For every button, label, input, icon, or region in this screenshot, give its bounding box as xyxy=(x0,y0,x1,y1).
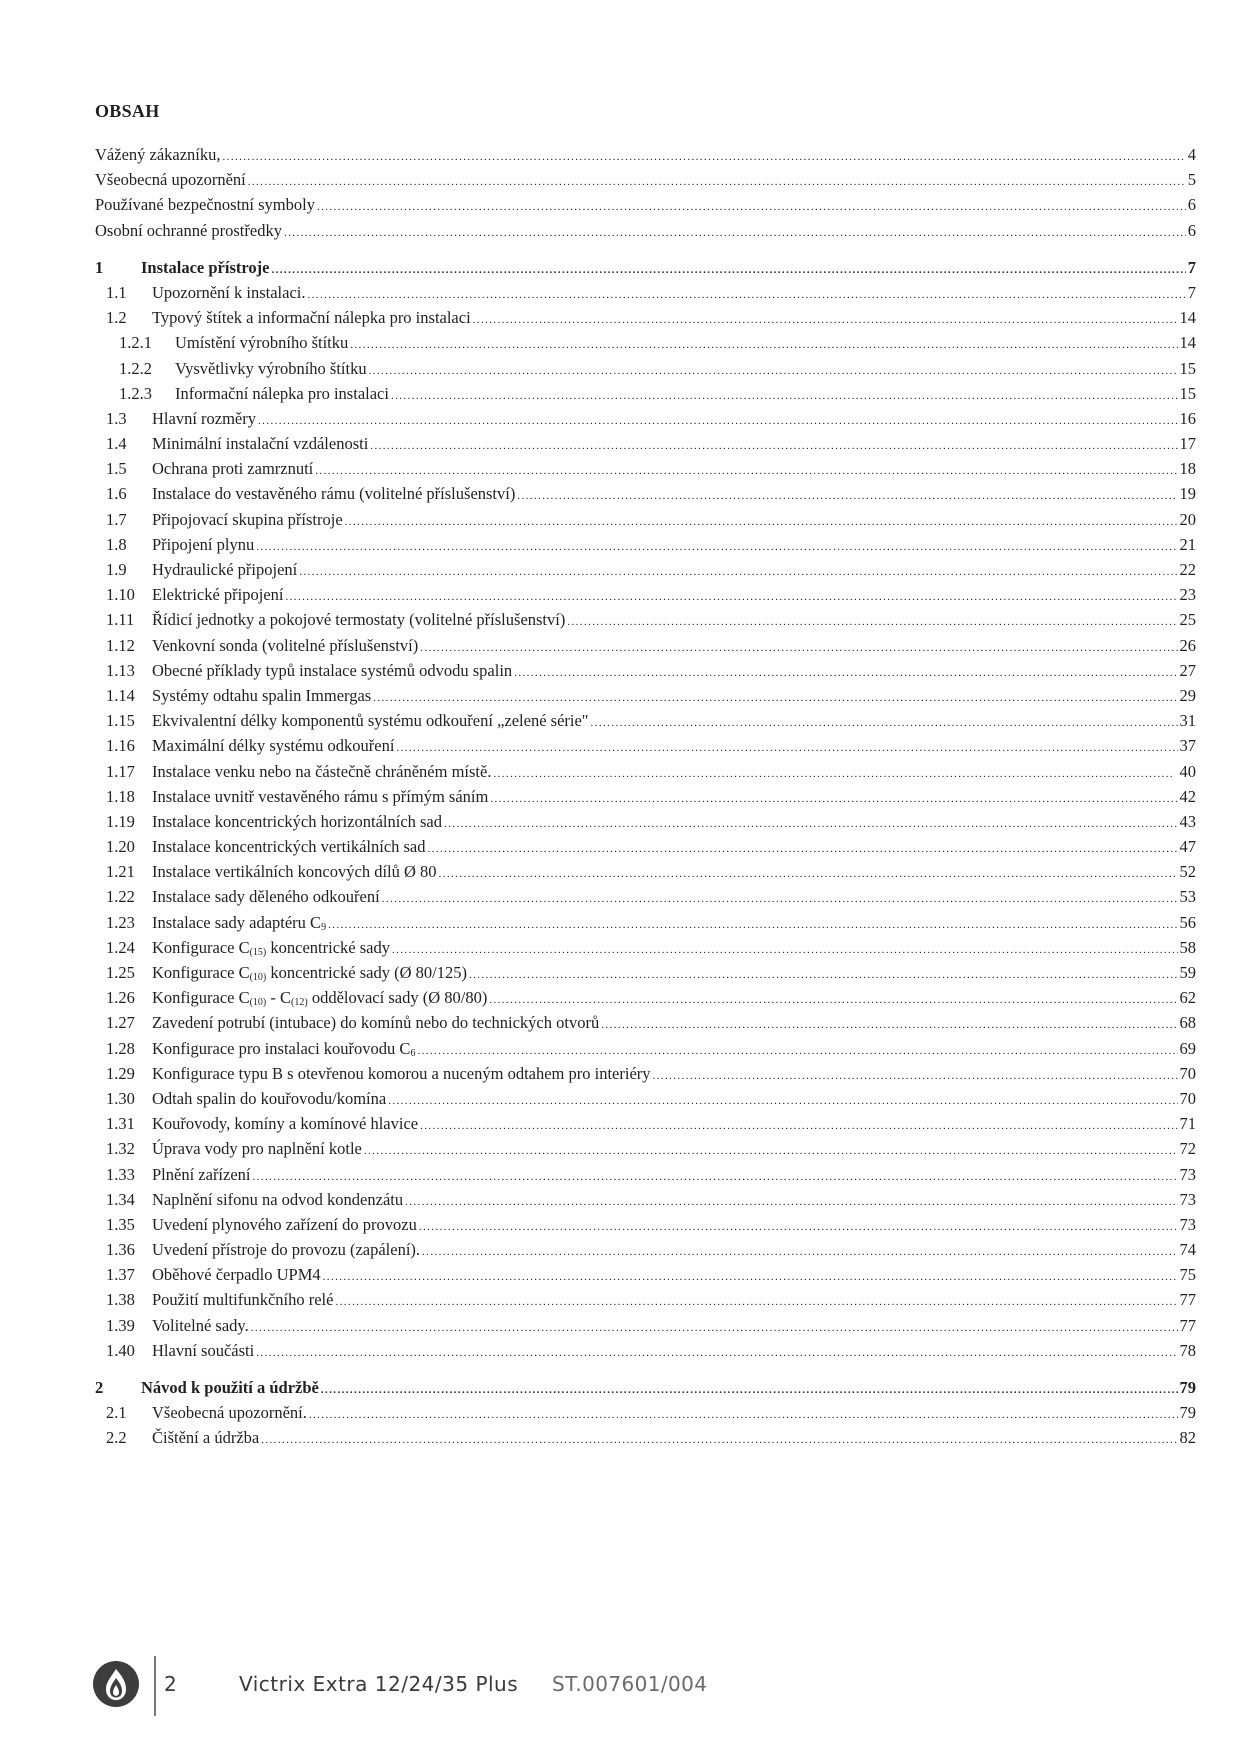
toc-entry[interactable] xyxy=(95,887,1196,912)
toc-entry-page: 56 xyxy=(1179,912,1196,932)
toc-entry-page: 42 xyxy=(1179,786,1196,806)
toc-leader-dots xyxy=(420,642,1177,654)
toc-entry-page: 62 xyxy=(1179,988,1196,1008)
toc-entry-number: 1.17 xyxy=(106,761,135,781)
toc-entry-number: 1.16 xyxy=(106,736,135,756)
toc-entry-number: 1.25 xyxy=(106,963,135,982)
toc-leader-dots xyxy=(444,818,1177,830)
toc-leader-dots xyxy=(369,365,1178,377)
toc-entry[interactable] xyxy=(95,1064,1196,1089)
toc-entry-number: 1.36 xyxy=(106,1240,135,1260)
toc-entry-title: Zavedení potrubí (intubace) do komínů nebo do technických otvorů xyxy=(152,1013,600,1033)
toc-entry-page: 82 xyxy=(1179,1428,1196,1448)
toc-entry[interactable] xyxy=(95,610,1196,635)
toc-entry-title: Instalace uvnitř vestavěného rámu s přímým sáním xyxy=(152,786,489,806)
toc-leader-dots xyxy=(493,768,1173,780)
toc-entry-title: Venkovní sonda (volitelné příslušenství) xyxy=(152,635,419,655)
toc-leader-dots xyxy=(364,1145,1178,1157)
toc-entry-page: 77 xyxy=(1179,1290,1196,1310)
toc-entry-page: 20 xyxy=(1179,509,1196,529)
toc-entry-page: 70 xyxy=(1179,1063,1196,1083)
toc-entry-number: 1.31 xyxy=(106,1114,135,1134)
toc-entry[interactable] xyxy=(95,1428,1196,1453)
toc-entry[interactable] xyxy=(95,510,1196,535)
toc-leader-dots xyxy=(299,566,1177,578)
toc-leader-dots xyxy=(251,1322,1178,1334)
toc-entry[interactable] xyxy=(95,1089,1196,1114)
toc-entry-title: Připojení plynu xyxy=(152,534,255,554)
toc-entry-title: Konfigurace typu B s otevřenou komorou a nuceným odtahem pro interiéry xyxy=(152,1063,651,1083)
toc-entry-page: 79 xyxy=(1179,1378,1196,1397)
toc-leader-dots xyxy=(256,1347,1177,1359)
toc-entry[interactable] xyxy=(95,585,1196,610)
toc-entry[interactable] xyxy=(95,333,1196,358)
toc-entry-title: Všeobecná upozornění. xyxy=(152,1403,307,1423)
toc-entry-page: 7 xyxy=(1187,282,1196,302)
toc-entry-page: 26 xyxy=(1179,635,1196,655)
toc-leader-dots xyxy=(601,1019,1177,1031)
toc-entry-number: 2 xyxy=(95,1378,104,1397)
toc-leader-dots xyxy=(248,176,1186,188)
toc-leader-dots xyxy=(253,1171,1178,1183)
toc-entry-title: Typový štítek a informační nálepka pro instalaci xyxy=(152,308,471,328)
toc-entry-page: 31 xyxy=(1179,711,1196,731)
toc-entry-title: Vysvětlivky výrobního štítku xyxy=(175,358,367,378)
toc-entry-page: 23 xyxy=(1179,585,1196,605)
toc-entry[interactable] xyxy=(95,1139,1196,1164)
toc-entry-number: 2.1 xyxy=(106,1403,127,1423)
toc-entry-number: 1.3 xyxy=(106,408,127,428)
toc-entry-page: 29 xyxy=(1179,685,1196,705)
toc-entry-number: 1.2.3 xyxy=(119,383,152,403)
toc-entry-page: 6 xyxy=(1187,220,1196,240)
toc-leader-dots xyxy=(653,1070,1178,1082)
page-title: OBSAH xyxy=(95,101,160,121)
toc-entry-title: Instalace vertikálních koncových dílů Ø 80 xyxy=(152,862,437,882)
toc-entry-number: 1.8 xyxy=(106,534,127,554)
toc-entry-number: 1.28 xyxy=(106,1038,135,1058)
toc-entry-page: 52 xyxy=(1179,862,1196,882)
toc-leader-dots xyxy=(422,1246,1177,1258)
toc-entry[interactable] xyxy=(95,1114,1196,1139)
toc-entry-title: Konfigurace $C_{(10)} - C_{(12)}$ oddělovací sady (Ø 80/80) xyxy=(152,988,488,1009)
toc-entry-title: Upozornění k instalaci. xyxy=(152,282,306,302)
toc-leader-dots xyxy=(514,667,1177,679)
toc-entry-page: 21 xyxy=(1179,534,1196,554)
toc-leader-dots xyxy=(420,1120,1177,1132)
toc-entry-title: Osobní ochranné prostředky xyxy=(95,220,282,240)
toc-entry-page: 19 xyxy=(1179,484,1196,504)
toc-entry-page: 59 xyxy=(1179,963,1196,982)
toc-entry-page: 73 xyxy=(1179,1214,1196,1234)
toc-entry[interactable] xyxy=(95,1403,1196,1428)
toc-leader-dots xyxy=(591,717,1178,729)
table-of-contents xyxy=(95,145,1196,1454)
toc-entry-page: 47 xyxy=(1179,837,1196,857)
toc-entry-title: Umístění výrobního štítku xyxy=(175,333,349,353)
toc-entry-number: 1.23 xyxy=(106,912,135,932)
toc-entry-number: 1.2.2 xyxy=(119,358,152,378)
toc-leader-dots xyxy=(405,1196,1177,1208)
toc-entry-number: 1.21 xyxy=(106,862,135,882)
toc-entry-page: 78 xyxy=(1179,1340,1196,1360)
toc-entry-number: 1.39 xyxy=(106,1315,135,1335)
toc-entry-number: 1.19 xyxy=(106,811,135,831)
toc-entry-title: Instalace koncentrických horizontálních sad xyxy=(152,811,443,831)
toc-entry[interactable] xyxy=(95,1190,1196,1215)
toc-entry-title: Odtah spalin do kouřovodu/komína xyxy=(152,1088,387,1108)
toc-entry[interactable] xyxy=(95,1316,1196,1341)
toc-entry-number: 1.22 xyxy=(106,887,135,907)
toc-entry-page: 73 xyxy=(1179,1189,1196,1209)
toc-leader-dots xyxy=(315,465,1177,477)
toc-entry-title: Konfigurace pro instalaci kouřovodu $C_6$ xyxy=(152,1038,416,1059)
toc-leader-dots xyxy=(567,616,1177,628)
toc-entry-number: 1.35 xyxy=(106,1214,135,1234)
toc-entry-title: Instalace venku nebo na částečně chráněném místě. xyxy=(152,761,492,781)
toc-entry-page: 14 xyxy=(1179,308,1196,328)
toc-entry[interactable] xyxy=(95,484,1196,509)
toc-leader-dots xyxy=(396,742,1177,754)
toc-entry-page: 69 xyxy=(1179,1038,1196,1058)
toc-entry[interactable] xyxy=(95,459,1196,484)
toc-entry-number: 1.32 xyxy=(106,1139,135,1159)
toc-entry-number: 1 xyxy=(95,257,104,277)
toc-leader-dots xyxy=(419,1221,1178,1233)
toc-entry-page: 77 xyxy=(1179,1315,1196,1335)
toc-entry[interactable] xyxy=(95,812,1196,837)
toc-entry[interactable] xyxy=(95,1290,1196,1315)
toc-leader-dots xyxy=(469,969,1178,981)
toc-entry[interactable] xyxy=(95,1378,1196,1403)
toc-leader-dots xyxy=(286,591,1178,603)
toc-entry-page: 43 xyxy=(1179,811,1196,831)
toc-entry-page: 53 xyxy=(1179,887,1196,907)
toc-entry-title: Čištění a údržba xyxy=(152,1428,260,1448)
toc-entry-title: Plnění zařízení xyxy=(152,1164,251,1184)
toc-entry-number: 1.15 xyxy=(106,711,135,731)
toc-entry-number: 1.9 xyxy=(106,560,127,579)
toc-entry-page: 6 xyxy=(1187,195,1196,215)
toc-entry-page: 18 xyxy=(1179,459,1196,479)
toc-entry-title: Uvedení přístroje do provozu (zapálení). xyxy=(152,1240,421,1260)
footer-divider xyxy=(154,1656,156,1716)
toc-entry-number: 1.2.1 xyxy=(119,333,152,353)
toc-leader-dots xyxy=(473,314,1178,326)
toc-entry-title: Instalace sady děleného odkouření xyxy=(152,887,380,907)
toc-leader-dots xyxy=(309,1409,1178,1421)
toc-entry-title: Řídicí jednotky a pokojové termostaty (volitelné příslušenství) xyxy=(152,610,566,630)
toc-entry-number: 1.13 xyxy=(106,660,135,680)
toc-leader-dots xyxy=(382,893,1178,905)
toc-entry-title: Konfigurace $C_{(10)}$ koncentrické sady (Ø 80/125) xyxy=(152,963,467,983)
toc-leader-dots xyxy=(261,1434,1177,1446)
toc-entry[interactable] xyxy=(95,170,1196,195)
toc-entry[interactable] xyxy=(95,359,1196,384)
toc-leader-dots xyxy=(517,490,1177,502)
toc-entry-number: 1.4 xyxy=(106,434,127,454)
toc-entry-number: 1.5 xyxy=(106,459,127,479)
toc-entry-page: 15 xyxy=(1179,383,1196,403)
toc-entry-page: 17 xyxy=(1179,434,1196,454)
toc-entry-number: 1.37 xyxy=(106,1265,135,1285)
toc-entry[interactable] xyxy=(95,1039,1196,1064)
toc-entry[interactable] xyxy=(95,938,1196,963)
toc-entry[interactable] xyxy=(95,258,1196,283)
toc-leader-dots xyxy=(284,227,1186,239)
toc-entry[interactable] xyxy=(95,283,1196,308)
toc-entry-number: 1.38 xyxy=(106,1290,135,1310)
toc-entry-page: 71 xyxy=(1179,1114,1196,1134)
toc-entry-number: 1.20 xyxy=(106,837,135,857)
toc-leader-dots xyxy=(328,919,1177,931)
toc-leader-dots xyxy=(428,843,1178,855)
toc-entry-page: 27 xyxy=(1179,660,1196,680)
toc-entry-title: Elektrické připojení xyxy=(152,585,284,605)
toc-entry-number: 1.34 xyxy=(106,1189,135,1209)
document-code: ST.007601/004 xyxy=(552,1672,708,1696)
toc-entry-page: 58 xyxy=(1179,937,1196,957)
toc-entry[interactable] xyxy=(95,736,1196,761)
toc-leader-dots xyxy=(373,692,1177,704)
toc-entry-title: Instalace do vestavěného rámu (volitelné příslušenství) xyxy=(152,484,516,504)
toc-entry[interactable] xyxy=(95,1165,1196,1190)
toc-entry-page: 14 xyxy=(1179,333,1196,353)
toc-entry[interactable] xyxy=(95,384,1196,409)
toc-entry-title: Hlavní součásti xyxy=(152,1340,255,1360)
toc-entry-page: 37 xyxy=(1179,736,1196,756)
toc-entry-title: Instalace koncentrických vertikálních sad xyxy=(152,837,426,857)
toc-entry[interactable] xyxy=(95,963,1196,988)
page-number: 2 xyxy=(164,1672,177,1696)
toc-entry[interactable] xyxy=(95,661,1196,686)
toc-leader-dots xyxy=(321,1384,1178,1396)
flame-logo-icon xyxy=(92,1660,140,1708)
toc-entry[interactable] xyxy=(95,409,1196,434)
toc-entry-page: 68 xyxy=(1179,1013,1196,1033)
toc-leader-dots xyxy=(317,201,1186,213)
toc-entry-title: Hydraulické připojení xyxy=(152,560,298,579)
toc-entry[interactable] xyxy=(95,837,1196,862)
toc-entry-title: Používané bezpečnostní symboly xyxy=(95,195,315,215)
toc-entry-page: 4 xyxy=(1187,145,1196,164)
toc-entry[interactable] xyxy=(95,686,1196,711)
toc-entry[interactable] xyxy=(95,636,1196,661)
toc-entry-title: Ekvivalentní délky komponentů systému odkouření „zelené série" xyxy=(152,711,589,731)
toc-leader-dots xyxy=(350,339,1177,351)
toc-entry-page: 16 xyxy=(1179,408,1196,428)
toc-entry-title: Vážený zákazníku, xyxy=(95,145,221,164)
toc-entry[interactable] xyxy=(95,221,1196,246)
toc-entry-number: 1.29 xyxy=(106,1063,135,1083)
toc-leader-dots xyxy=(256,541,1177,553)
toc-entry-number: 1.1 xyxy=(106,282,127,302)
toc-entry-title: Obecné příklady typů instalace systémů odvodu spalin xyxy=(152,660,513,680)
toc-entry-title: Úprava vody pro naplnění kotle xyxy=(152,1139,362,1159)
toc-entry[interactable] xyxy=(95,1215,1196,1240)
toc-entry-title: Připojovací skupina přístroje xyxy=(152,509,343,529)
toc-leader-dots xyxy=(439,868,1178,880)
toc-entry-number: 1.2 xyxy=(106,308,127,328)
toc-entry-title: Ochrana proti zamrznutí xyxy=(152,459,314,479)
toc-leader-dots xyxy=(271,264,1185,276)
toc-entry-number: 1.12 xyxy=(106,635,135,655)
toc-entry-number: 1.24 xyxy=(106,937,135,957)
toc-leader-dots xyxy=(417,1045,1177,1057)
toc-entry-title: Konfigurace $C_{(15)}$ koncentrické sady xyxy=(152,937,390,958)
toc-entry[interactable] xyxy=(95,1240,1196,1265)
toc-entry-number: 1.7 xyxy=(106,509,127,529)
toc-entry[interactable] xyxy=(95,711,1196,736)
toc-entry-title: Instalace přístroje xyxy=(141,257,270,277)
toc-entry[interactable] xyxy=(95,434,1196,459)
toc-entry-number: 1.18 xyxy=(106,786,135,806)
toc-entry-title: Všeobecná upozornění xyxy=(95,170,246,190)
toc-entry-number: 1.26 xyxy=(106,988,135,1008)
toc-entry[interactable] xyxy=(95,762,1196,787)
toc-entry-page: 79 xyxy=(1179,1403,1196,1423)
toc-entry[interactable] xyxy=(95,145,1196,170)
toc-entry-page: 5 xyxy=(1187,170,1196,190)
model-name: Victrix Extra 12/24/35 Plus xyxy=(239,1672,519,1696)
toc-entry-page: 74 xyxy=(1179,1240,1196,1260)
toc-leader-dots xyxy=(490,793,1177,805)
toc-entry[interactable] xyxy=(95,787,1196,812)
toc-leader-dots xyxy=(489,994,1177,1006)
toc-entry-title: Hlavní rozměry xyxy=(152,408,257,428)
toc-entry-page: 72 xyxy=(1179,1139,1196,1159)
toc-entry-number: 2.2 xyxy=(106,1428,127,1448)
toc-entry-title: Systémy odtahu spalin Immergas xyxy=(152,685,372,705)
toc-leader-dots xyxy=(323,1271,1178,1283)
toc-entry-number: 1.40 xyxy=(106,1340,135,1360)
toc-leader-dots xyxy=(223,151,1186,163)
toc-entry[interactable] xyxy=(95,308,1196,333)
toc-entry-title: Oběhové čerpadlo UPM4 xyxy=(152,1265,321,1285)
toc-leader-dots xyxy=(392,944,1178,956)
toc-entry-title: Minimální instalační vzdálenosti xyxy=(152,434,369,454)
toc-entry-number: 1.6 xyxy=(106,484,127,504)
toc-entry-title: Informační nálepka pro instalaci xyxy=(175,383,389,403)
toc-entry-title: Naplnění sifonu na odvod kondenzátu xyxy=(152,1189,404,1209)
toc-entry-page: 40 xyxy=(1175,761,1196,781)
toc-entry[interactable] xyxy=(95,862,1196,887)
toc-leader-dots xyxy=(308,289,1186,301)
toc-entry-number: 1.33 xyxy=(106,1164,135,1184)
toc-entry-page: 25 xyxy=(1179,610,1196,630)
toc-entry-page: 73 xyxy=(1179,1164,1196,1184)
toc-entry-number: 1.30 xyxy=(106,1088,135,1108)
toc-entry-number: 1.11 xyxy=(106,610,135,630)
toc-entry-title: Použití multifunkčního relé xyxy=(152,1290,334,1310)
toc-entry-page: 70 xyxy=(1179,1088,1196,1108)
toc-entry-page: 22 xyxy=(1179,560,1196,579)
toc-entry-title: Maximální délky systému odkouření xyxy=(152,736,395,756)
toc-entry[interactable] xyxy=(95,560,1196,585)
toc-entry-page: 15 xyxy=(1179,358,1196,378)
toc-entry-title: Návod k použití a údržbě xyxy=(141,1378,319,1397)
toc-entry[interactable] xyxy=(95,1341,1196,1366)
page-footer xyxy=(92,1656,792,1716)
toc-leader-dots xyxy=(335,1296,1177,1308)
toc-leader-dots xyxy=(391,390,1178,402)
toc-leader-dots xyxy=(345,516,1178,528)
toc-leader-dots xyxy=(258,415,1177,427)
toc-entry-title: Uvedení plynového zařízení do provozu xyxy=(152,1214,417,1234)
toc-leader-dots xyxy=(370,440,1177,452)
toc-entry-page: 7 xyxy=(1187,257,1196,277)
toc-leader-dots xyxy=(388,1095,1177,1107)
toc-entry-page: 75 xyxy=(1179,1265,1196,1285)
toc-entry-title: Volitelné sady. xyxy=(152,1315,249,1335)
toc-entry[interactable] xyxy=(95,913,1196,938)
toc-entry[interactable] xyxy=(95,195,1196,220)
toc-entry-number: 1.27 xyxy=(106,1013,135,1033)
toc-entry-title: Instalace sady adaptéru $C_9$ xyxy=(152,912,327,933)
toc-entry-number: 1.10 xyxy=(106,585,135,605)
toc-entry[interactable] xyxy=(95,535,1196,560)
toc-entry[interactable] xyxy=(95,1013,1196,1038)
toc-entry[interactable] xyxy=(95,1265,1196,1290)
toc-entry-number: 1.14 xyxy=(106,685,135,705)
toc-entry-title: Kouřovody, komíny a komínové hlavice xyxy=(152,1114,419,1134)
toc-entry[interactable] xyxy=(95,988,1196,1013)
